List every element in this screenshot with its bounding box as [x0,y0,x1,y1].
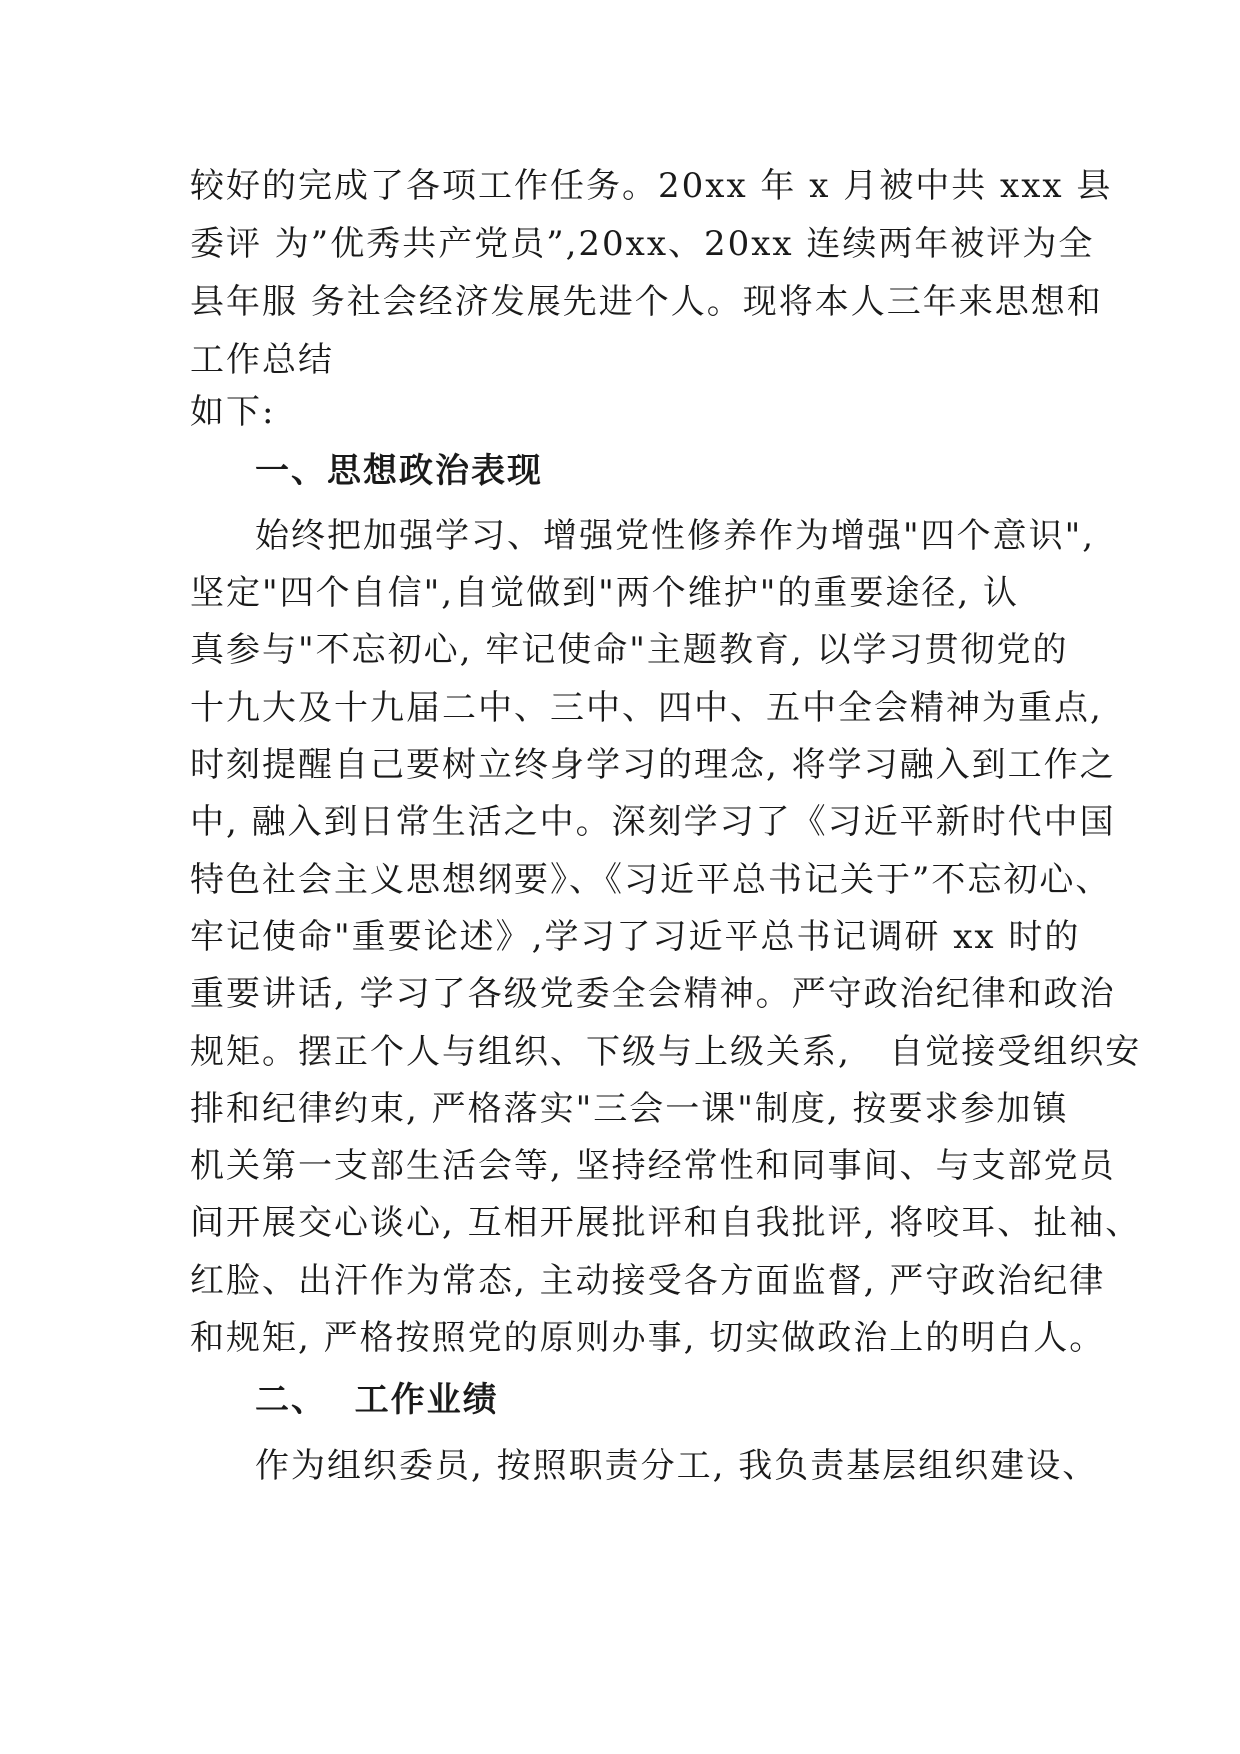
intro-line: 工作总结 [190,340,334,380]
body-line: 牢记使命"重要论述》,学习了习近平总书记调研 xx 时的 [190,917,1081,957]
body-line: 坚定"四个自信",自觉做到"两个维护"的重要途径, 认 [190,573,1019,613]
intro-line: 委评 为”优秀共产党员”,20xx、20xx 连续两年被评为全 [190,224,1095,264]
body-line: 红脸、出汗作为常态, 主动接受各方面监督, 严守政治纪律 [190,1261,1106,1301]
intro-line: 较好的完成了各项工作任务。20xx 年 x 月被中共 xxx 县 [190,166,1113,206]
body-line: 间开展交心谈心, 互相开展批评和自我批评, 将咬耳、扯袖、 [190,1203,1142,1243]
body-line: 规矩。摆正个人与组织、下级与上级关系, 自觉接受组织安 [190,1032,1142,1072]
body-line: 排和纪律约束, 严格落实"三会一课"制度, 按要求参加镇 [190,1089,1069,1129]
body-line: 十九大及十九届二中、三中、四中、五中全会精神为重点, [190,688,1103,728]
body-line: 时刻提醒自己要树立终身学习的理念, 将学习融入到工作之 [190,745,1116,785]
section-1-heading: 一、思想政治表现 [255,451,543,491]
intro-line: 如下: [190,392,276,432]
body-line: 中, 融入到日常生活之中。深刻学习了《习近平新时代中国 [190,802,1116,842]
body-line: 作为组织委员, 按照职责分工, 我负责基层组织建设、 [255,1446,1099,1486]
body-line: 真参与"不忘初心, 牢记使命"主题教育, 以学习贯彻党的 [190,630,1069,670]
section-2-heading: 二、 工作业绩 [255,1380,499,1420]
body-line: 和规矩, 严格按照党的原则办事, 切实做政治上的明白人。 [190,1318,1106,1358]
body-line: 特色社会主义思想纲要》、《习近平总书记关于”不忘初心、 [190,860,1112,900]
body-line: 机关第一支部生活会等, 坚持经常性和同事间、与支部党员 [190,1146,1116,1186]
body-line: 始终把加强学习、增强党性修养作为增强"四个意识", [255,516,1096,556]
body-line: 重要讲话, 学习了各级党委全会精神。严守政治纪律和政治 [190,974,1116,1014]
intro-line: 县年服 务社会经济发展先进个人。现将本人三年来思想和 [190,282,1103,322]
